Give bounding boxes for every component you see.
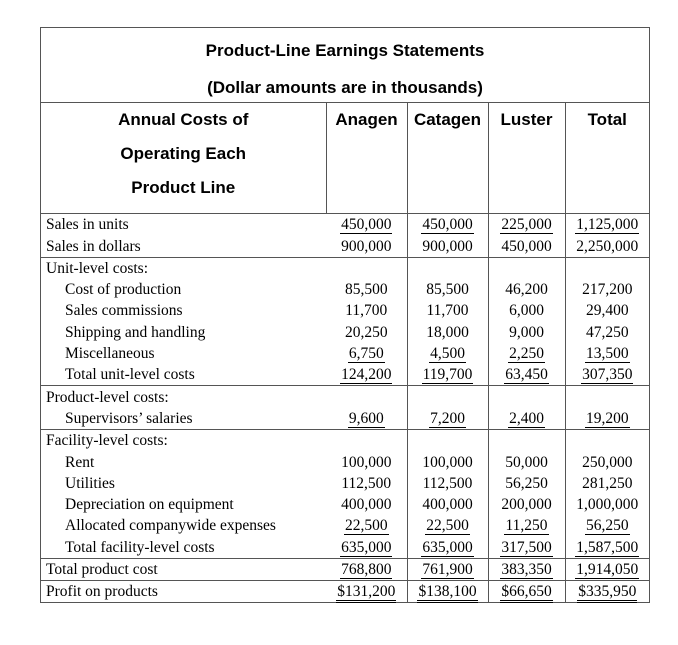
- cell-value: 450,000: [341, 216, 392, 234]
- cell-value: 200,000: [501, 496, 552, 514]
- cell-value: $335,950: [577, 583, 637, 603]
- cell-value: 2,400: [509, 409, 544, 427]
- row-label: Supervisors’ salaries: [65, 409, 193, 427]
- row-label: Shipping and handling: [65, 323, 206, 341]
- cell-total: [565, 558, 649, 580]
- cell-total: [565, 364, 649, 386]
- cell-value: 18,000: [426, 323, 469, 341]
- cell-catagen: [407, 451, 488, 472]
- cell-catagen: [407, 321, 488, 342]
- cell-anagen: [326, 300, 407, 321]
- cell-value: 22,500: [344, 517, 388, 535]
- statement-subtitle: (Dollar amounts are in thousands): [207, 78, 483, 97]
- cell-value: 900,000: [422, 237, 473, 255]
- cell-catagen: [407, 408, 488, 430]
- cell-catagen: [407, 515, 488, 536]
- table-row: [41, 235, 649, 257]
- cell-catagen: [407, 343, 488, 364]
- cell-value: 85,500: [344, 281, 388, 299]
- cell-value: 50,000: [505, 453, 548, 471]
- cell-luster: [488, 408, 565, 430]
- cell-value: 383,350: [501, 561, 552, 579]
- cell-value: 11,700: [426, 302, 469, 320]
- cell-luster: [488, 300, 565, 321]
- cell-value: 112,500: [341, 474, 392, 492]
- row-label: Facility-level costs:: [41, 429, 326, 451]
- column-header-catagen: Catagen: [407, 103, 488, 214]
- cell-catagen: [407, 235, 488, 257]
- cell-value: 11,700: [345, 302, 388, 320]
- cell-total: [565, 429, 649, 451]
- table-row: [41, 451, 649, 472]
- cell-value: 100,000: [422, 453, 473, 471]
- cell-luster: [488, 364, 565, 386]
- row-label: Unit-level costs:: [41, 257, 326, 279]
- cell-value: 47,250: [585, 323, 629, 341]
- cell-value: 6,750: [348, 345, 384, 363]
- statement-title: Product-Line Earnings Statements: [205, 41, 485, 60]
- cell-value: 2,250: [509, 345, 544, 363]
- row-label: Allocated companywide expenses: [65, 517, 276, 535]
- header-label-line: Operating Each: [120, 144, 247, 163]
- cell-value: 63,450: [505, 366, 548, 384]
- cell-anagen: [326, 321, 407, 342]
- cell-value: 11,250: [505, 517, 548, 535]
- cell-luster: [488, 494, 565, 515]
- column-header-total: Total: [565, 103, 649, 214]
- cell-value: 19,200: [585, 409, 629, 427]
- cell-value: $66,650: [500, 583, 552, 603]
- cell-total: [565, 581, 649, 603]
- cell-anagen: [326, 386, 407, 408]
- cell-value: 2,250,000: [576, 237, 639, 255]
- column-header-luster: Luster: [488, 103, 565, 214]
- cell-anagen: [326, 364, 407, 386]
- cell-value: 13,500: [585, 345, 629, 363]
- earnings-table: [41, 103, 649, 602]
- cell-total: [565, 408, 649, 430]
- table-row: [41, 279, 649, 300]
- row-label: Cost of production: [65, 281, 182, 299]
- cell-value: 1,914,050: [576, 561, 639, 579]
- cell-luster: [488, 214, 565, 236]
- cell-catagen: [407, 214, 488, 236]
- table-row: [41, 364, 649, 386]
- cell-luster: [488, 558, 565, 580]
- cell-value: 250,000: [582, 453, 633, 471]
- cell-luster: [488, 279, 565, 300]
- cell-value: 22,500: [426, 517, 469, 535]
- cell-value: 217,200: [582, 281, 633, 299]
- cell-luster: [488, 321, 565, 342]
- table-row: [41, 536, 649, 558]
- table-row: [41, 581, 649, 603]
- cell-luster: [488, 515, 565, 536]
- header-label-line: Annual Costs of: [118, 110, 249, 129]
- table-row: [41, 515, 649, 536]
- table-row: [41, 408, 649, 430]
- column-header-anagen: Anagen: [326, 103, 407, 214]
- cell-value: 46,200: [505, 281, 548, 299]
- cell-total: [565, 235, 649, 257]
- cell-value: 9,000: [509, 323, 544, 341]
- row-label: Total unit-level costs: [65, 366, 195, 384]
- cell-value: 400,000: [341, 496, 392, 514]
- cell-value: 1,587,500: [576, 538, 639, 556]
- cell-catagen: [407, 257, 488, 279]
- cell-value: $138,100: [417, 583, 477, 603]
- table-row: [41, 429, 649, 451]
- cell-value: 119,700: [422, 366, 473, 384]
- cell-value: 1,125,000: [576, 216, 639, 234]
- cell-luster: [488, 257, 565, 279]
- table-row: [41, 558, 649, 580]
- row-label: Rent: [65, 453, 95, 471]
- cell-value: 9,600: [348, 409, 384, 427]
- cell-value: 450,000: [422, 216, 473, 234]
- cell-anagen: [326, 515, 407, 536]
- cell-value: 307,350: [582, 366, 633, 384]
- cell-anagen: [326, 408, 407, 430]
- cell-value: 100,000: [341, 453, 392, 471]
- cell-anagen: [326, 558, 407, 580]
- cell-value: 112,500: [422, 474, 473, 492]
- table-row: [41, 473, 649, 494]
- cell-total: [565, 494, 649, 515]
- row-label: Sales commissions: [65, 302, 183, 320]
- cell-luster: [488, 343, 565, 364]
- cell-value: 56,250: [505, 474, 548, 492]
- cell-anagen: [326, 473, 407, 494]
- cell-total: [565, 451, 649, 472]
- cell-value: 635,000: [341, 538, 392, 556]
- cell-value: 6,000: [509, 302, 544, 320]
- row-label: Depreciation on equipment: [65, 496, 234, 514]
- cell-value: 7,200: [430, 409, 465, 427]
- cell-anagen: [326, 536, 407, 558]
- cell-value: 317,500: [501, 538, 552, 556]
- cell-anagen: [326, 279, 407, 300]
- cell-anagen: [326, 257, 407, 279]
- cell-value: 20,250: [344, 323, 388, 341]
- cell-anagen: [326, 343, 407, 364]
- cell-luster: [488, 451, 565, 472]
- cell-catagen: [407, 429, 488, 451]
- cell-anagen: [326, 214, 407, 236]
- table-row: [41, 214, 649, 236]
- cell-value: 4,500: [430, 345, 465, 363]
- cell-catagen: [407, 300, 488, 321]
- row-label: Total product cost: [41, 558, 326, 580]
- cell-value: 768,800: [341, 561, 392, 579]
- row-label: Product-level costs:: [41, 386, 326, 408]
- header-row: [41, 103, 649, 214]
- row-label: Utilities: [65, 474, 115, 492]
- table-row: [41, 300, 649, 321]
- cell-luster: [488, 536, 565, 558]
- cell-anagen: [326, 235, 407, 257]
- cell-catagen: [407, 558, 488, 580]
- cell-catagen: [407, 364, 488, 386]
- cell-value: $131,200: [336, 583, 396, 603]
- cell-value: 900,000: [341, 237, 392, 255]
- cell-luster: [488, 235, 565, 257]
- cell-anagen: [326, 494, 407, 515]
- cell-value: 761,900: [422, 561, 473, 579]
- table-row: [41, 257, 649, 279]
- cell-luster: [488, 581, 565, 603]
- cell-catagen: [407, 279, 488, 300]
- cell-anagen: [326, 451, 407, 472]
- cell-luster: [488, 429, 565, 451]
- table-row: [41, 343, 649, 364]
- title-block: [41, 28, 649, 103]
- header-label-line: Product Line: [131, 178, 236, 197]
- cell-luster: [488, 386, 565, 408]
- cell-value: 400,000: [422, 496, 473, 514]
- cell-total: [565, 257, 649, 279]
- cell-value: 29,400: [585, 302, 629, 320]
- cell-catagen: [407, 473, 488, 494]
- cell-luster: [488, 473, 565, 494]
- cell-catagen: [407, 386, 488, 408]
- cell-value: 124,200: [341, 366, 392, 384]
- row-label: Profit on products: [41, 581, 326, 603]
- cell-value: 85,500: [426, 281, 469, 299]
- cell-catagen: [407, 581, 488, 603]
- cell-total: [565, 321, 649, 342]
- row-label: Miscellaneous: [65, 345, 155, 363]
- table-row: [41, 321, 649, 342]
- cell-value: 281,250: [582, 474, 633, 492]
- cell-total: [565, 473, 649, 494]
- cell-value: 225,000: [501, 216, 552, 234]
- cell-catagen: [407, 494, 488, 515]
- cell-total: [565, 343, 649, 364]
- cell-value: 450,000: [501, 237, 552, 255]
- cell-total: [565, 515, 649, 536]
- cell-total: [565, 536, 649, 558]
- cell-total: [565, 214, 649, 236]
- cell-catagen: [407, 536, 488, 558]
- cell-value: 56,250: [585, 517, 629, 535]
- row-label: Sales in units: [41, 214, 326, 236]
- table-row: [41, 386, 649, 408]
- cell-value: 635,000: [422, 538, 473, 556]
- row-label: Total facility-level costs: [65, 538, 215, 556]
- cell-anagen: [326, 581, 407, 603]
- cell-value: 1,000,000: [576, 496, 639, 514]
- cell-total: [565, 300, 649, 321]
- cell-total: [565, 279, 649, 300]
- row-label-header: [41, 103, 326, 214]
- table-body: [41, 214, 649, 603]
- cell-total: [565, 386, 649, 408]
- statement-table-frame: [40, 27, 650, 603]
- cell-anagen: [326, 429, 407, 451]
- table-row: [41, 494, 649, 515]
- row-label: Sales in dollars: [46, 237, 141, 255]
